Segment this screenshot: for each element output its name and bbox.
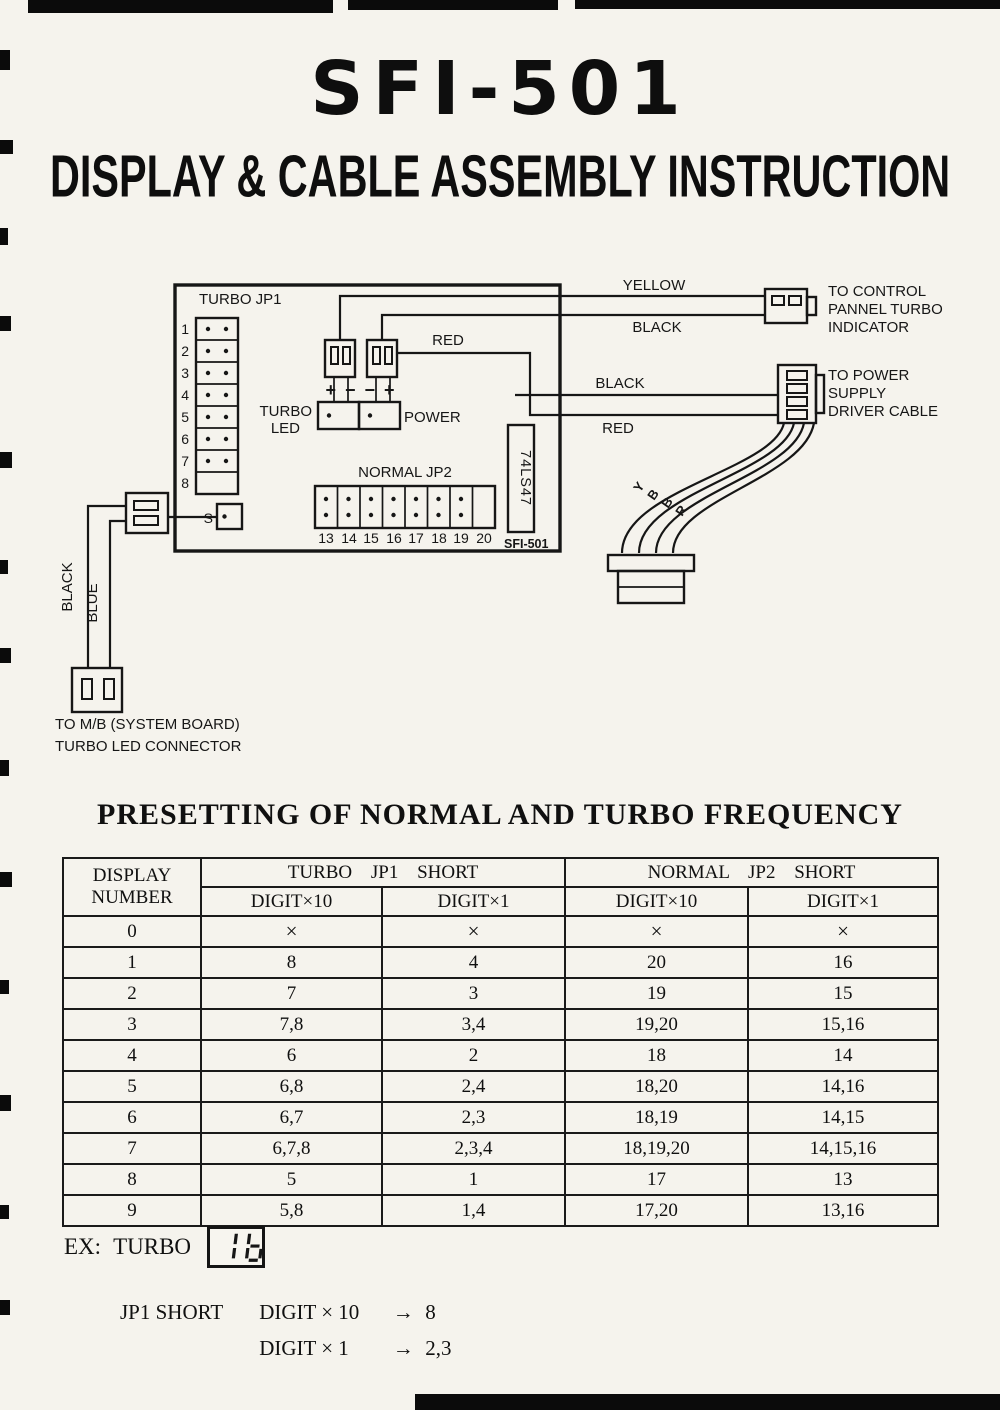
scan-artifact (0, 872, 12, 887)
setting-digit1 (259, 1336, 451, 1361)
jumper-short-cell: × (748, 916, 938, 947)
circuit-board-outline (175, 285, 560, 551)
jumper-short-cell: 19 (565, 978, 748, 1009)
turbo-led-label-line1: TURBO (259, 403, 312, 420)
jumper-short-cell: 7 (201, 978, 382, 1009)
display-number-cell: 0 (63, 916, 201, 947)
table-row (63, 1133, 938, 1164)
page-title: SFI-501 (310, 46, 690, 132)
bundle-wire-label-b1: B (644, 486, 662, 503)
assembly-diagram (0, 265, 1000, 765)
mb-callout-line1: TO M/B (SYSTEM BOARD) (55, 716, 240, 733)
col-header-turbo-jp1-short: TURBO JP1 SHORT (201, 858, 565, 887)
jp2-pin-number: 18 (431, 530, 447, 546)
jp2-label: NORMAL JP2 (358, 464, 452, 481)
display-number-cell: 6 (63, 1102, 201, 1133)
jp1-pin-number: 3 (181, 365, 189, 381)
setting-value: 2,3 (425, 1336, 452, 1360)
red-wire-label-mid: RED (602, 420, 634, 437)
s-pin-label: S (203, 510, 213, 526)
display-number-cell: 8 (63, 1164, 201, 1195)
jp2-pin-number: 17 (408, 530, 424, 546)
scan-artifact (348, 0, 558, 10)
jumper-short-cell: 7,8 (201, 1009, 382, 1040)
jp2-pin-number: 19 (453, 530, 469, 546)
jp1-pin-number: 6 (181, 431, 189, 447)
jumper-short-cell: 14 (748, 1040, 938, 1071)
scan-artifact (0, 228, 8, 245)
jp1-label: TURBO JP1 (199, 291, 282, 308)
col-header-normal-jp2-short: NORMAL JP2 SHORT (565, 858, 938, 887)
table-row (63, 1164, 938, 1195)
jumper-short-cell: 14,15 (748, 1102, 938, 1133)
example-row (64, 1226, 265, 1268)
jumper-short-cell: 18,19 (565, 1102, 748, 1133)
col-header-display-number (63, 858, 201, 916)
jp2-pin-number: 16 (386, 530, 402, 546)
display-number-cell: 5 (63, 1071, 201, 1102)
jp2-pin-number: 20 (476, 530, 492, 546)
display-number-cell: 4 (63, 1040, 201, 1071)
jp2-pin-number: 15 (363, 530, 379, 546)
control-callout-line1: TO CONTROL (828, 283, 927, 300)
bundle-wire-label-b2: B (658, 494, 676, 511)
arrow-icon: → (392, 1300, 414, 1324)
col-header-digit: DIGIT×1 (748, 887, 938, 916)
setting-name: DIGIT × 10 (259, 1300, 360, 1324)
jumper-short-cell: 5,8 (201, 1195, 382, 1226)
power-label: POWER (404, 409, 461, 426)
display-number-cell: 1 (63, 947, 201, 978)
black-wire-label-mid: BLACK (595, 375, 645, 392)
example-turbo-label: TURBO (113, 1234, 192, 1259)
jumper-short-cell: × (201, 916, 382, 947)
jumper-short-cell: 17,20 (565, 1195, 748, 1226)
left-black-wire-label: BLACK (59, 562, 76, 612)
jumper-short-cell: 8 (201, 947, 382, 978)
jumper-short-cell: 5 (201, 1164, 382, 1195)
jp1-short-label: JP1 SHORT (120, 1300, 224, 1324)
jumper-short-cell: 13 (748, 1164, 938, 1195)
jumper-short-cell: × (565, 916, 748, 947)
example-settings (120, 1300, 451, 1372)
table-row (63, 978, 938, 1009)
col-header-digit: DIGIT×10 (565, 887, 748, 916)
display-number-cell: 2 (63, 978, 201, 1009)
jumper-short-cell: 6,7,8 (201, 1133, 382, 1164)
jp1-pin-header (196, 318, 242, 529)
jp1-pin-number: 7 (181, 453, 189, 469)
jumper-short-cell: 6,8 (201, 1071, 382, 1102)
polarity-marks: + − − + (325, 380, 397, 400)
jumper-short-cell: 14,15,16 (748, 1133, 938, 1164)
jp1-pin-number: 5 (181, 409, 189, 425)
frequency-table (62, 857, 939, 1227)
power-callout-line3: DRIVER CABLE (828, 403, 939, 420)
display-number-cell: 9 (63, 1195, 201, 1226)
freq-table-body (63, 916, 938, 1226)
table-header-row-groups (63, 858, 938, 887)
jumper-short-cell: 2,3,4 (382, 1133, 565, 1164)
scan-artifact (28, 0, 333, 13)
jumper-short-cell: 16 (748, 947, 938, 978)
left-blue-wire-label: BLUE (84, 583, 101, 623)
red-wire-label-board: RED (432, 332, 464, 349)
display-header-line2: NUMBER (91, 887, 173, 908)
scan-artifact (0, 1300, 10, 1315)
page-subtitle: DISPLAY & CABLE ASSEMBLY INSTRUCTION (50, 142, 951, 210)
setting-digit10 (259, 1300, 451, 1325)
jp1-pin-number: 8 (181, 475, 189, 491)
seven-segment-display (207, 1226, 265, 1268)
yellow-wire-label: YELLOW (622, 277, 686, 294)
table-row (63, 916, 938, 947)
jp2-pin-number: 13 (318, 530, 334, 546)
jp1-pin-number: 1 (181, 321, 189, 337)
col-header-digit: DIGIT×10 (201, 887, 382, 916)
jumper-short-cell: × (382, 916, 565, 947)
bundle-wire-label-y: Y (630, 479, 648, 495)
setting-value: 8 (425, 1300, 436, 1324)
left-led-connector (126, 493, 168, 533)
jp1-pin-number: 4 (181, 387, 189, 403)
scan-artifact (0, 140, 13, 154)
table-row (63, 1071, 938, 1102)
jumper-short-cell: 17 (565, 1164, 748, 1195)
jumper-short-cell: 6,7 (201, 1102, 382, 1133)
jumper-short-cell: 3 (382, 978, 565, 1009)
power-supply-connector (778, 365, 824, 423)
jp1-pin-number: 2 (181, 343, 189, 359)
led-header-connectors (325, 340, 397, 377)
col-header-digit: DIGIT×1 (382, 887, 565, 916)
jumper-short-cell: 18 (565, 1040, 748, 1071)
board-name: SFI-501 (504, 537, 549, 551)
table-row (63, 1102, 938, 1133)
mb-callout-line2: TURBO LED CONNECTOR (55, 738, 242, 755)
table-row (63, 947, 938, 978)
bundle-wire-label-r: R (672, 502, 690, 519)
scan-artifact (0, 1205, 9, 1219)
jumper-short-cell: 14,16 (748, 1071, 938, 1102)
table-row (63, 1040, 938, 1071)
jumper-short-cell: 18,20 (565, 1071, 748, 1102)
ic-74ls47-label: 74LS47 (517, 450, 533, 506)
table-row (63, 1009, 938, 1040)
example-prefix: EX: (64, 1234, 102, 1259)
black-wire-label-top: BLACK (632, 319, 682, 336)
jumper-short-cell: 20 (565, 947, 748, 978)
power-cable-plug (608, 555, 694, 603)
scan-artifact (0, 1095, 11, 1111)
jp2-pin-header (315, 486, 495, 528)
jumper-short-cell: 3,4 (382, 1009, 565, 1040)
display-number-cell: 7 (63, 1133, 201, 1164)
scan-artifact (575, 0, 1000, 9)
jumper-short-cell: 19,20 (565, 1009, 748, 1040)
turbo-led-label-line2: LED (270, 420, 300, 437)
table-heading: PRESETTING OF NORMAL AND TURBO FREQUENCY (97, 798, 903, 831)
power-callout-line2: SUPPLY (828, 385, 887, 402)
jumper-short-cell: 18,19,20 (565, 1133, 748, 1164)
jumper-short-cell: 2,4 (382, 1071, 565, 1102)
display-number-cell: 3 (63, 1009, 201, 1040)
jumper-short-cell: 2,3 (382, 1102, 565, 1133)
jumper-short-cell: 2 (382, 1040, 565, 1071)
jumper-short-cell: 13,16 (748, 1195, 938, 1226)
jumper-short-cell: 1,4 (382, 1195, 565, 1226)
motherboard-connector (72, 668, 122, 712)
power-callout-line1: TO POWER (828, 367, 910, 384)
table-row (63, 1195, 938, 1226)
arrow-icon: → (392, 1336, 414, 1360)
jumper-short-cell: 4 (382, 947, 565, 978)
control-callout-line2: PANNEL TURBO (828, 301, 943, 318)
jumper-short-cell: 1 (382, 1164, 565, 1195)
display-header-line1: DISPLAY (92, 865, 172, 887)
jp2-pin-number: 14 (341, 530, 357, 546)
scan-artifact (415, 1394, 1000, 1410)
seven-segment-digits (210, 1229, 262, 1265)
jumper-short-cell: 6 (201, 1040, 382, 1071)
scan-artifact (0, 980, 9, 994)
jumper-short-cell: 15,16 (748, 1009, 938, 1040)
setting-name: DIGIT × 1 (259, 1336, 349, 1360)
jumper-short-cell: 15 (748, 978, 938, 1009)
control-panel-connector (765, 289, 816, 323)
settings-column (259, 1300, 451, 1372)
control-callout-line3: INDICATOR (828, 319, 910, 336)
